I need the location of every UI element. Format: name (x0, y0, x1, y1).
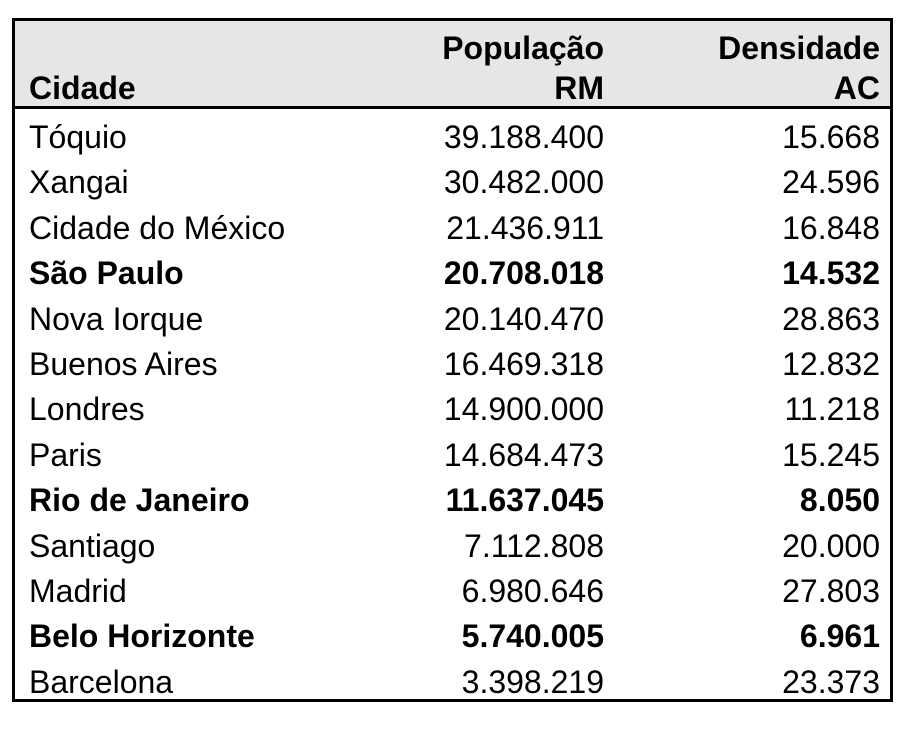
table-row (15, 387, 890, 432)
header-density (718, 28, 880, 108)
cell-density: 16.848 (782, 209, 880, 246)
table-row (15, 478, 890, 523)
header-city-label: Cidade (29, 70, 136, 106)
cell-density: 15.668 (782, 119, 880, 155)
cell-city: Santiago (29, 527, 156, 564)
cell-city: Paris (29, 436, 102, 473)
table-header (15, 21, 890, 109)
table-row (15, 160, 890, 205)
cell-population: 7.112.808 (464, 527, 604, 564)
header-city (29, 68, 136, 108)
cell-density: 6.961 (799, 618, 880, 655)
cell-density: 14.532 (782, 255, 880, 292)
cell-city: Cidade do México (29, 209, 286, 246)
cell-density: 27.803 (782, 572, 880, 609)
header-density-line1: Densidade (718, 30, 880, 66)
cell-city: Londres (29, 391, 145, 428)
table-row (15, 660, 890, 702)
header-population-line2: RM (554, 70, 604, 106)
cell-density: 28.863 (782, 300, 880, 337)
table-row (15, 614, 890, 659)
table-row (15, 342, 890, 387)
cell-city: Madrid (29, 572, 127, 609)
cell-population: 6.980.646 (461, 572, 604, 609)
cell-population: 39.188.400 (443, 119, 604, 155)
cell-density: 24.596 (782, 164, 880, 201)
cell-population: 5.740.005 (461, 618, 604, 655)
table-row (15, 115, 890, 160)
cell-city: Xangai (29, 164, 129, 201)
city-table (12, 18, 893, 702)
cell-city: Buenos Aires (29, 345, 218, 382)
cell-city: Barcelona (29, 663, 174, 700)
header-density-line2: AC (833, 70, 880, 106)
cell-density: 15.245 (782, 436, 880, 473)
cell-density: 20.000 (782, 527, 880, 564)
table-row (15, 206, 890, 251)
cell-population: 30.482.000 (443, 164, 604, 201)
cell-city: Nova Iorque (29, 300, 204, 337)
cell-population: 16.469.318 (443, 345, 604, 382)
cell-population: 14.684.473 (443, 436, 604, 473)
cell-population: 11.637.045 (445, 482, 604, 519)
cell-city: Rio de Janeiro (29, 482, 250, 519)
table-row (15, 524, 890, 569)
cell-density: 8.050 (799, 482, 880, 519)
table-row (15, 433, 890, 478)
cell-city: São Paulo (29, 255, 184, 292)
table-row (15, 569, 890, 614)
cell-population: 21.436.911 (446, 209, 604, 246)
table-body (15, 115, 890, 702)
table-row (15, 251, 890, 296)
header-population (442, 28, 604, 108)
cell-population: 20.140.470 (443, 300, 604, 337)
table-row (15, 297, 890, 342)
cell-population: 3.398.219 (461, 663, 604, 700)
cell-density: 23.373 (782, 663, 880, 700)
cell-density: 11.218 (784, 391, 880, 428)
cell-population: 20.708.018 (443, 255, 604, 292)
header-population-line1: População (442, 30, 604, 66)
cell-city: Tóquio (29, 119, 127, 155)
cell-density: 12.832 (782, 345, 880, 382)
cell-city: Belo Horizonte (29, 618, 255, 655)
cell-population: 14.900.000 (443, 391, 604, 428)
